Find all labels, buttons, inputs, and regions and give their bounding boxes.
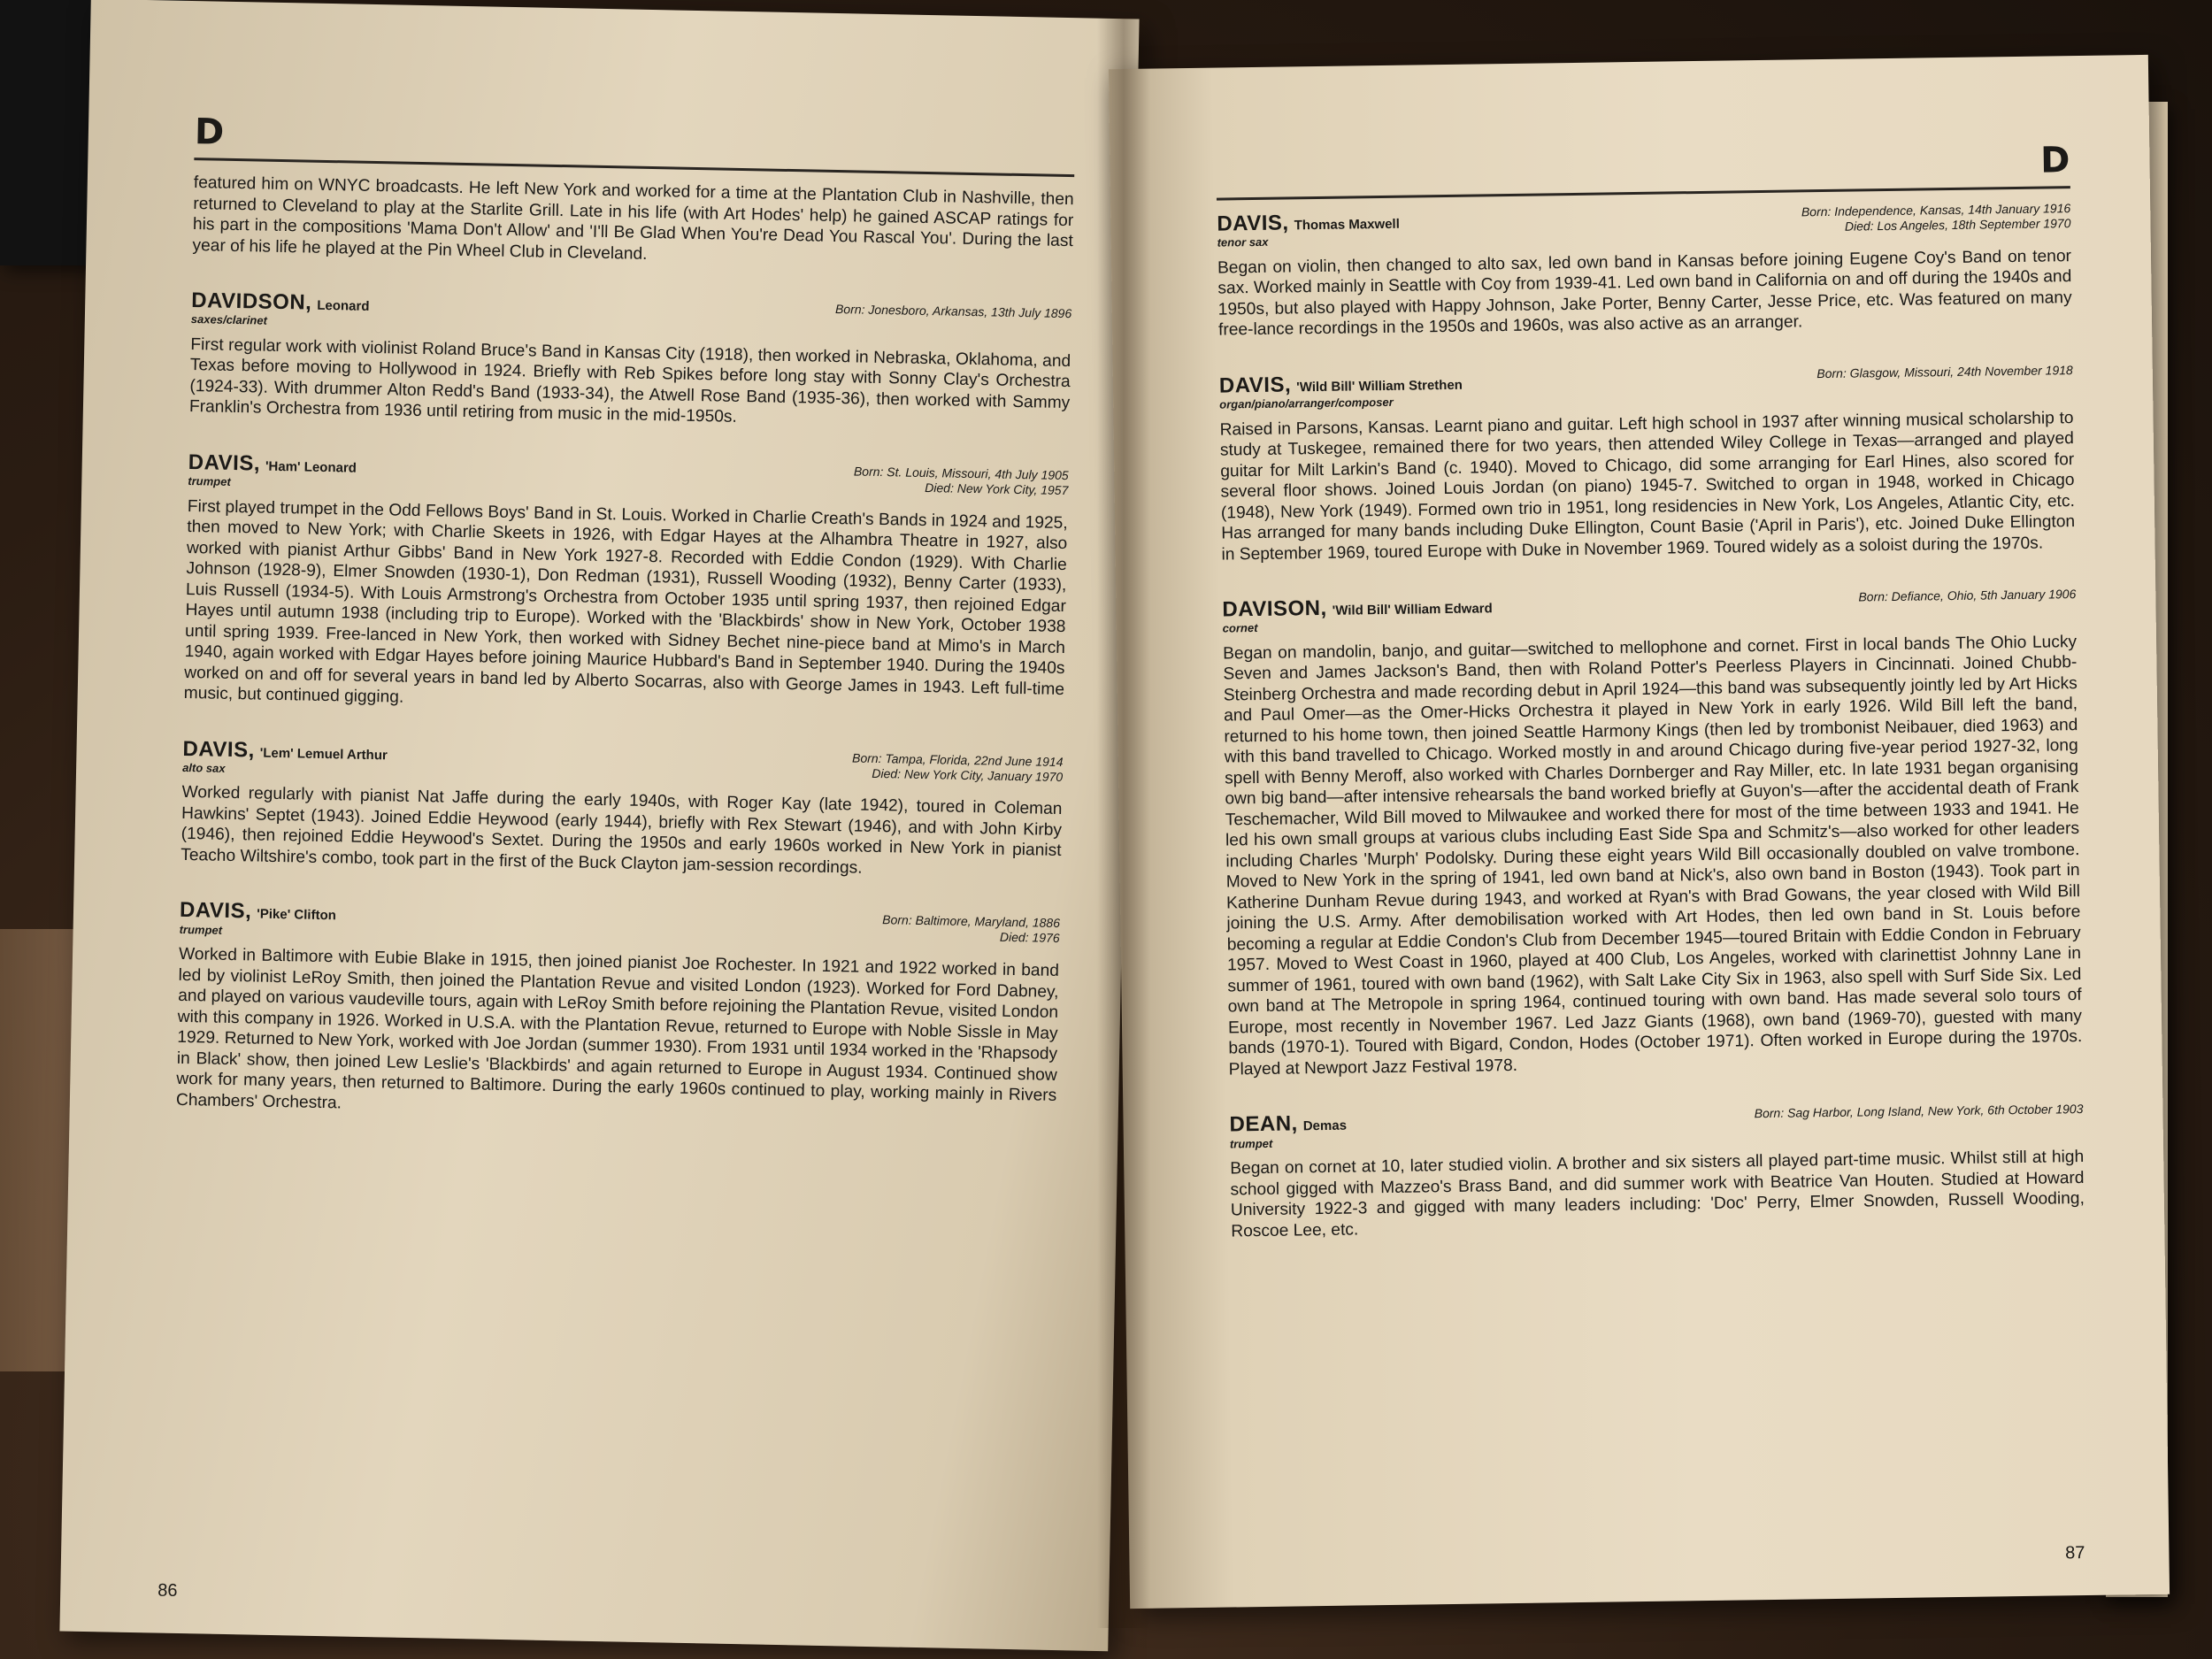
entry-name-block [191, 289, 370, 329]
entry-died: Died: New York City, 1957 [925, 480, 1069, 497]
entry-biography: Worked regularly with pianist Nat Jaffe during the early 1940s, with Roger Kay (late 1942), toured in Coleman Hawkins' Septet (1943). Joined Eddie Heywood (early 1944), briefly with Rex Stewart (1946), and with John Kirby (1946), then rejoined Eddie Heywood's Sextet. During the 1950s and early 1960s worked in New York in pianist Teacho Wiltshire's combo, took part in the first of the Buck Clayton jam-session recordings. [180, 783, 1063, 878]
entry-dates [852, 750, 1064, 785]
entry-biography: Began on mandolin, banjo, and guitar—switched to mellophone and cornet. First in local bands The Ohio Lucky Seven and James Jackson's Band, then with Roland Potter's Peerless Players in Cincinnati. Joined Chubb-Steinberg Orchestra and made recording debut in April 1924—this band was subsequently jointly led by Art Hicks and Paul Omer—as the Omer-Hicks Orchestra it played in New York in early 1926. Wild Bill left the band, returned to his home town, then joined Seattle Harmony Kings (then led by trombonist Neibauer, died 1963) and with this band travelled to Chicago. Worked mostly in and around Chicago during five-year period 1927-32, long spell with Benny Meroff, also worked with Charles Dornberger and Ray Miller, etc. In late 1931 began organising own big band—after intensive rehearsals the band worked briefly at Guyon's—after the accidental death of Frank Teschemacher, Wild Bill moved to Milwaukee and worked there for most of the time between 1933 and 1941. He led his own small groups at various clubs including East Side Spa and Schmitz's—also worked for other leaders including Charles 'Murph' Podolsky. During these eight years Wild Bill occasionally doubled on valve trombone. Moved to New York in the spring of 1941, led own band at Nick's, also own band in Boston (1943). Took part in Katherine Dunham Revue during 1943, and worked at Ryan's with Brad Gowans, the year closed with Wild Bill joining the U.S. Army. After demobilisation worked with Art Hodes, then led own band in St. Louis before becoming a regular at Eddie Condon's Club from December 1945—toured Britain with Eddie Condon in February 1957. Moved to West Coast in 1960, played at 400 Club, Los Angeles, worked with clarinettist Johnny Lane in summer of 1961, toured with own band (1962), with Salt Lake City Six in 1963, also spell with Surf Side Six. Led own band at The Metropole in spring 1964, continued touring with own band. Has made several solo tours of Europe, most recently in November 1967. Led Jazz Giants (1968), own band (1969-70), guested with many bands (1970-1). Toured with Bigard, Condon, Hodes (October 1971). Often worked in Europe during the 1970s. Played at Newport Jazz Festival 1978. [1223, 633, 2083, 1079]
entry-given-name: Leonard [317, 297, 370, 314]
entry-name-block [188, 451, 357, 490]
entry-biography: First played trumpet in the Odd Fellows Boys' Band in St. Louis. Worked in Charlie Creath's Bands in 1924 and 1925, then moved to New York; with Charlie Skeets in 1926, with Edgar Hayes at the Alhambra Theatre in 1927, also worked with pianist Arthur Gibbs' Band in New York 1927-8. Recorded with Eddie Condon (1929). With Charlie Johnson (1928-9), Elmer Snowden (1930-1), Don Redman (1931), Russell Wooding (1932), Benny Carter (1933), Luis Russell (1934-5). With Louis Armstrong's Orchestra from October 1935 until spring 1937, then rejoined Edgar Hayes until autumn 1938 (including trip to Europe). Worked with the 'Blackbirds' show in New York, October 1938 until spring 1939. Free-lanced in New York, then worked with Sidney Bechet nine-piece band at Mimo's in March 1940, again worked with Edgar Hayes before joining Maurice Hubbard's Band in September 1940. During the 1940s worked on and off for several years in band led by Alberto Socarras, also with George James in 1943. Left full-time music, but continued gigging. [183, 496, 1068, 707]
page-number: 87 [2065, 1543, 2085, 1563]
entry-born: Born: Tampa, Florida, 22nd June 1914 [851, 750, 1064, 769]
entry-header [1222, 587, 2076, 634]
entry-given-name: Thomas Maxwell [1294, 216, 1400, 234]
entry-dates [882, 913, 1060, 947]
entry-dates [853, 464, 1068, 498]
entry-born: Born: Baltimore, Maryland, 1886 [882, 912, 1061, 931]
entry-dates [1816, 363, 2073, 381]
entry-surname: DAVIDSON, [191, 288, 312, 315]
entry-died: Died: Los Angeles, 18th September 1970 [1844, 216, 2071, 234]
entry-dates [1801, 201, 2071, 234]
entry-biography: Began on violin, then changed to alto sax, led own band in Kansas before joining Eugene Coy's Band on tenor sax. Worked mainly in Seattle with Coy from 1939-41. Led own band in California on and off during the 1940s and 1950s, but also played with Happy Johnson, Jake Porter, Benny Carter, Jesse Price, etc. Was featured on many free-lance recordings in the 1950s and 1960s, was also active as an arranger. [1217, 246, 2072, 340]
entry-died: Died: 1976 [999, 930, 1060, 946]
entry-name-block [1229, 1112, 1347, 1150]
entry-born: Born: Jonesboro, Arkansas, 13th July 1896 [834, 302, 1072, 321]
entry-dates [835, 302, 1071, 321]
entry-surname: DAVIS, [188, 449, 261, 476]
biography-entry [1229, 1102, 2085, 1242]
entry-instrument: organ/piano/arranger/composer [1219, 395, 1394, 411]
entry-header [1219, 363, 2073, 411]
entry-born: Born: Defiance, Ohio, 5th January 1906 [1858, 587, 2077, 604]
entry-header [1217, 201, 2070, 249]
entry-surname: DAVIS, [1218, 373, 1292, 398]
entry-surname: DAVIS, [182, 736, 256, 763]
entry-surname: DAVISON, [1222, 596, 1327, 622]
entry-dates [1755, 1102, 2084, 1122]
running-head-letter: D [1216, 140, 2070, 200]
entry-born: Born: Glasgow, Missouri, 24th November 1918 [1816, 362, 2073, 380]
entry-header [188, 451, 1069, 504]
entry-born: Born: Sag Harbor, Long Island, New York, 6th October 1903 [1754, 1102, 2084, 1121]
biography-entry [1222, 587, 2083, 1080]
entry-header [182, 738, 1064, 791]
entry-name-block [180, 899, 337, 938]
entry-given-name: 'Lem' Lemuel Arthur [259, 745, 388, 764]
entry-given-name: 'Ham' Leonard [265, 458, 357, 476]
entry-biography: First regular work with violinist Roland Bruce's Band in Kansas City (1918), then worked in Nebraska, Oklahoma, and Texas before moving to Hollywood in 1924. Briefly with Reb Spikes before long stay with Sonny Clay's Orchestra (1924-33). With drummer Alton Redd's Band (1933-34), the Atwell Rose Band (1935-36), then worked with Sammy Franklin's Orchestra from 1936 until retiring from music in the mid-1950s. [188, 334, 1071, 427]
entry-given-name: 'Pike' Clifton [257, 907, 337, 924]
entry-given-name: 'Wild Bill' William Edward [1332, 601, 1493, 618]
entry-biography: Began on cornet at 10, later studied violin. A brother and six sisters all played part-time music. Whilst still at high school gigged with Mazzeo's Brass Band, and did summer work with Beatrice Van Houten. Studied at Howard University 1922-3 and gigged with many leaders including: 'Doc' Perry, Elmer Snowden, Russell Wooding, Roscoe Lee, etc. [1230, 1148, 2085, 1241]
entry-instrument: saxes/clarinet [190, 312, 268, 327]
running-head-letter: D [194, 111, 1075, 177]
entry-header [180, 899, 1061, 952]
entry-surname: DEAN, [1229, 1111, 1298, 1137]
entry-instrument: tenor sax [1217, 234, 1269, 250]
entry-died: Died: New York City, January 1970 [872, 765, 1064, 784]
entry-instrument: trumpet [179, 922, 223, 937]
biography-entry [176, 899, 1060, 1127]
entry-surname: DAVIS, [179, 898, 252, 924]
right-page [1109, 55, 2170, 1609]
entry-instrument: alto sax [182, 760, 226, 775]
left-page [59, 0, 1139, 1651]
biography-entry [1217, 201, 2072, 341]
entry-name-block [1222, 595, 1493, 634]
entry-header [1229, 1102, 2083, 1150]
entry-header [191, 289, 1072, 342]
biography-entry [180, 738, 1064, 883]
entry-name-block [182, 738, 388, 778]
entry-biography: Worked in Baltimore with Eubie Blake in 1915, then joined pianist Joe Rochester. In 1921 and 1922 worked in band led by violinist LeRoy Smith, then joined the Plantation Revue and visited London (1923). Worked for Ford Dabney, and played on various vaudeville tours, again with LeRoy Smith before rejoining the Plantation Revue, visited London with this company in 1926. Worked in U.S.A. with the Plantation Revue, returned to Europe with Noble Sissle in May 1929. Returned to New York, worked with Joe Jordan (summer 1930). From 1931 until 1934 worked in the 'Rhapsody in Black' show, then joined Lew Leslie's 'Blackbirds' and again returned to Europe in August 1934. Continued show work for many years, then returned to Baltimore. During the early 1960s continued to play, working mainly in Rivers Chambers' Orchestra. [175, 945, 1060, 1113]
entry-given-name: 'Wild Bill' William Strethen [1296, 377, 1463, 396]
entry-instrument: cornet [1222, 621, 1258, 635]
entry-surname: DAVIS, [1217, 211, 1289, 236]
entry-born: Born: Independence, Kansas, 14th January 1916 [1801, 201, 2071, 219]
entry-dates [1858, 587, 2076, 604]
entry-name-block [1217, 211, 1400, 250]
continued-biography-text: featured him on WNYC broadcasts. He left New York and worked for a time at the Plantation Club in Nashville, then returned to Cleveland to play at the Starlite Grill. Late in his life (with Art Hodes' help) he gained ASCAP ratings for his part in the compositions 'Mama Don't Allow' and 'I'll Be Glad When You're Dead You Rascal You'. During the last year of his life he played at the Pin Wheel Club in Cleveland. [192, 173, 1074, 264]
entry-biography: Raised in Parsons, Kansas. Learnt piano and guitar. Left high school in 1937 after winning musical scholarship to study at Tuskegee, remained there for two years, then attended Wiley College in Texas—arranged and played guitar for Milt Larkin's Band (c. 1940). Moved to Chicago, did some arranging for Earl Hines, also scored for several floor shows. Joined Louis Jordan (on piano) 1945-7. Switched to organ in 1948, worked in Chicago (1948), New York (1949). Formed own trio in 1951, long residencies in New York, Los Angeles, Atlantic City, etc. Has arranged for many bands including Duke Ellington, Count Basie ('April in Paris'), etc. Joined Duke Ellington in September 1969, toured Europe with Duke in November 1969. Toured widely as a soloist during the 1970s. [1219, 408, 2076, 565]
entry-born: Born: St. Louis, Missouri, 4th July 1905 [853, 464, 1069, 482]
page-number: 86 [157, 1580, 178, 1601]
biography-entry [1219, 363, 2076, 565]
biography-entry [189, 289, 1072, 434]
entry-given-name: Demas [1302, 1118, 1348, 1134]
entry-instrument: trumpet [1229, 1136, 1273, 1151]
biography-entry [184, 451, 1069, 721]
entry-name-block [1219, 372, 1463, 411]
entry-instrument: trumpet [188, 474, 231, 488]
